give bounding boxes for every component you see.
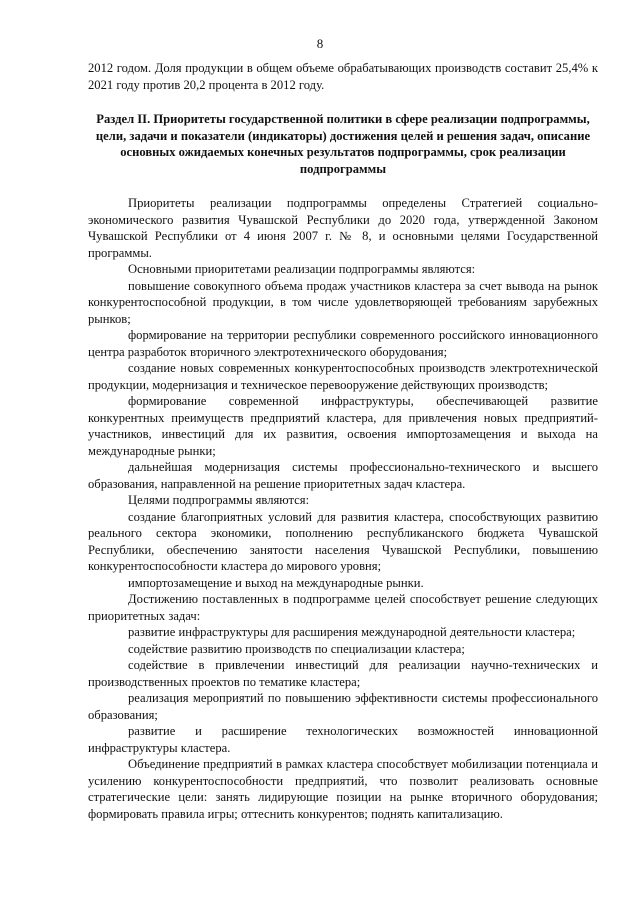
paragraph: реализация мероприятий по повышению эффективности системы профессионального образования; [88, 691, 598, 722]
paragraph: Приоритеты реализации подпрограммы определены Стратегией социально-экономического развития Чувашской Республики до 2020 года, утвержденной Законом Чувашской Республики от 4 июня 2007 г. № 8, и основными целями Государственной программы. [88, 196, 598, 260]
page-number: 8 [316, 36, 324, 51]
document-body [88, 60, 598, 822]
paragraph: повышение совокупного объема продаж участников кластера за счет вывода на рынок конкурентоспособной продукции, в том числе удовлетворяющей требованиям зарубежных рынков; [88, 278, 598, 326]
paragraph: развитие и расширение технологических возможностей инновационной инфраструктуры кластера. [88, 724, 598, 755]
paragraph: развитие инфраструктуры для расширения международной деятельности кластера; [128, 625, 576, 639]
paragraph: Объединение предприятий в рамках кластера способствует мобилизации потенциала и усилению конкурентоспособности предприятий, что позволит реализовать основные стратегические цели: занять лидирующие позиции на рынке вторичного оборудования; формировать правила игры; оттеснить конкурентов; поднять капитализацию. [88, 757, 598, 821]
paragraph: формирование на территории республики современного российского инновационного центра разработок вторичного электротехнического оборудования; [88, 328, 598, 359]
paragraph: Основными приоритетами реализации подпрограммы являются: [128, 262, 476, 276]
paragraph: содействие развитию производств по специализации кластера; [128, 641, 465, 656]
paragraph: формирование современной инфраструктуры, обеспечивающей развитие конкурентных преимуществ предприятий кластера, для привлечения новых предприятий-участников, инвестиций для их развития, освоения импортозамещения и выхода на международные рынки; [88, 394, 598, 458]
intro-paragraph: 2012 годом. Доля продукции в общем объеме обрабатывающих производств составит 25,4% к 2021 году против 20,2 процента в 2012 году. [88, 61, 598, 92]
paragraph: дальнейшая модернизация системы профессионально-технического и высшего образования, направленной на решение приоритетных задач кластера. [88, 460, 598, 491]
paragraph: содействие в привлечении инвестиций для реализации научно-технических и производственных проектов по тематике кластера; [88, 658, 598, 689]
paragraph: импортозамещение и выход на международные рынки. [128, 575, 424, 590]
paragraph: Целями подпрограммы являются: [128, 493, 310, 507]
section-title: Раздел II. Приоритеты государственной политики в сфере реализации подпрограммы, цели, задачи и показатели (индикаторы) достижения целей и решения задач, описание основных ожидаемых конечных результатов подпрограммы, срок реализации подпрограммы [95, 112, 591, 176]
paragraph: Достижению поставленных в подпрограмме целей способствует решение следующих приоритетных задач: [88, 592, 598, 623]
paragraph: создание благоприятных условий для развития кластера, способствующих развитию реального сектора экономики, пополнению республиканского бюджета Чувашской Республики, обеспечению занятости населения Чувашской Республики, повышению конкурентоспособности кластера до мирового уровня; [88, 509, 598, 573]
paragraph: создание новых современных конкурентоспособных производств электротехнической продукции, модернизация и техническое перевооружение действующих производств; [88, 361, 598, 392]
